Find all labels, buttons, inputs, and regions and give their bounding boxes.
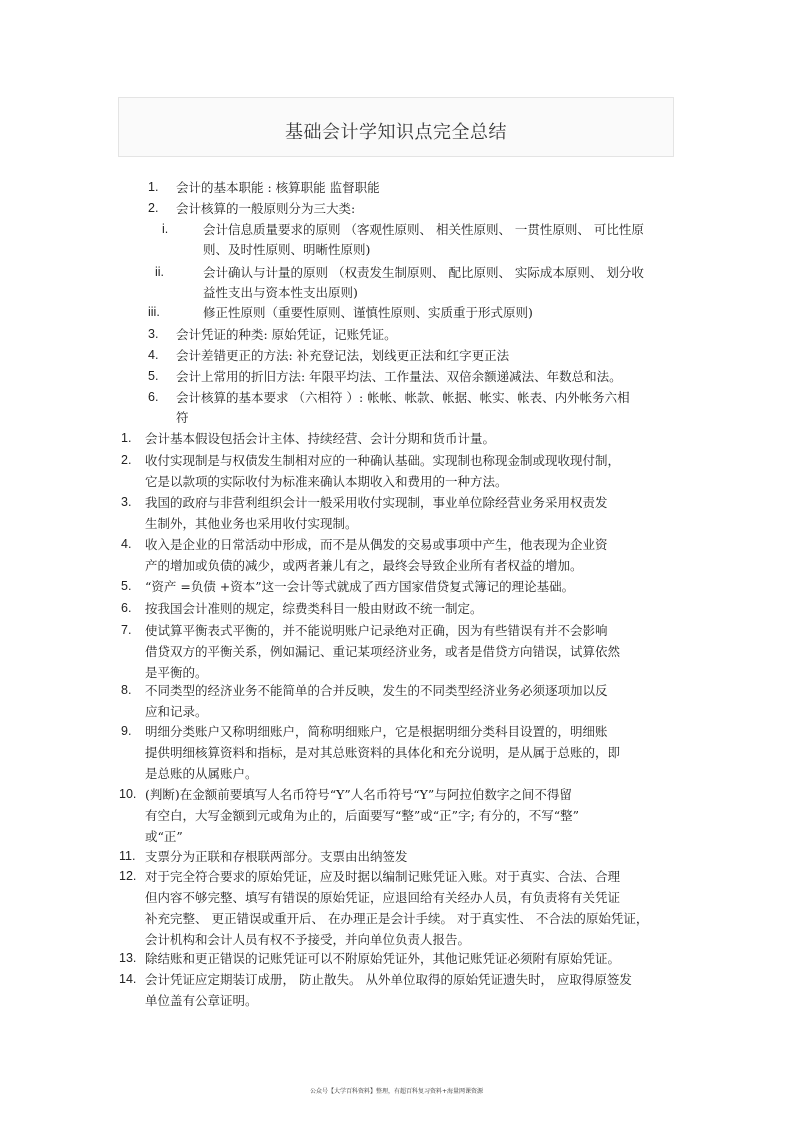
- list-item-text: 会计的基本职能 : 核算职能 监督职能: [176, 180, 380, 195]
- list-item-text: 产的增加或负债的减少，或两者兼儿有之，最终会导致企业所有者权益的增加。: [145, 558, 583, 573]
- list-item-number: 2.: [148, 201, 159, 215]
- list-item-text: 是平衡的。: [145, 665, 208, 680]
- list-item-number: 4.: [121, 537, 132, 551]
- list-item-number: 5.: [121, 579, 132, 593]
- list-item-text: 使试算平衡表式平衡的，并不能说明账户记录绝对正确，因为有些错误有并不会影响: [145, 623, 608, 638]
- list-item-text: (判断)在金额前要填写人名币符号“Y”人名币符号“Y”与阿拉伯数字之间不得留: [145, 787, 572, 802]
- list-item-text: 会计核算的基本要求 （六相符 ）: 帐帐、帐款、帐据、帐实、帐表、内外帐务六相: [176, 390, 630, 405]
- list-item-text: 修正性原则（重要性原则、谨慎性原则、实质重于形式原则): [203, 305, 533, 320]
- list-item-number: 13.: [119, 951, 137, 965]
- list-item-number: 14.: [119, 972, 137, 986]
- list-item-number: 2.: [121, 453, 132, 467]
- list-item-text: 会计差错更正的方法: 补充登记法，划线更正法和红字更正法: [176, 348, 510, 363]
- list-item-text: 应和记录。: [145, 704, 208, 719]
- list-item-number: 7.: [121, 623, 132, 637]
- list-item-text: 会计核算的一般原则分为三大类:: [176, 201, 356, 216]
- list-item-number: 1.: [121, 431, 132, 445]
- list-item-number: 9.: [121, 724, 132, 738]
- list-item-number: 6.: [121, 601, 132, 615]
- list-item-number: i.: [162, 222, 169, 236]
- title-box: [118, 97, 674, 157]
- list-item-text: 会计凭证的种类: 原始凭证，记账凭证。: [176, 327, 397, 342]
- list-item-text: 符: [176, 410, 189, 425]
- page-title: 基础会计学知识点完全总结: [285, 122, 507, 143]
- list-item-text: 不同类型的经济业务不能简单的合并反映，发生的不同类型经济业务必须逐项加以反: [145, 683, 608, 698]
- list-item-number: 8.: [121, 683, 132, 697]
- list-item-text: “资产 =负债 +资本”这一会计等式就成了西方国家借贷复式簿记的理论基础。: [145, 579, 575, 594]
- list-item-number: ii.: [155, 265, 165, 279]
- list-item-text: 单位盖有公章证明。: [145, 993, 258, 1008]
- list-item-text: 对于完全符合要求的原始凭证，应及时据以编制记账凭证入账。对于真实、合法、合理: [145, 869, 621, 884]
- list-item-text: 借贷双方的平衡关系，例如漏记、重记某项经济业务，或者是借贷方向错误，试算依然: [145, 644, 621, 659]
- list-item-text: 或“正”: [145, 829, 183, 844]
- list-item-text: 会计基本假设包括会计主体、持续经营、会计分期和货币计量。: [145, 431, 496, 446]
- list-item-number: 5.: [148, 369, 159, 383]
- list-item-text: 会计机构和会计人员有权不予接受，并向单位负责人报告。: [145, 932, 471, 947]
- list-item-text: 按我国会计准则的规定，综费类科目一般由财政不统一制定。: [145, 601, 483, 616]
- list-item-text: 收入是企业的日常活动中形成，而不是从偶发的交易或事项中产生，他表现为企业资: [145, 537, 608, 552]
- list-item-number: 3.: [148, 327, 159, 341]
- list-item-number: iii.: [148, 305, 160, 319]
- list-item-text: 但内容不够完整、填写有错误的原始凭证，应退回给有关经办人员，有负责将有关凭证: [145, 890, 621, 905]
- list-item-text: 益性支出与资本性支出原则): [203, 285, 358, 300]
- list-item-text: 提供明细核算资料和指标，是对其总账资料的具体化和充分说明，是从属于总账的，即: [145, 745, 621, 760]
- list-item-number: 6.: [148, 390, 159, 404]
- list-item-text: 支票分为正联和存根联两部分。支票由出纳签发: [145, 849, 408, 864]
- list-item-text: 会计信息质量要求的原则 （客观性原则、 相关性原则、 一贯性原则、 可比性原: [203, 222, 644, 237]
- list-item-text: 会计凭证应定期装订成册， 防止散失。 从外单位取得的原始凭证遗失时， 应取得原签发: [145, 972, 632, 987]
- list-item-text: 是总账的从属账户。: [145, 766, 258, 781]
- footer-note: 公众号【大学百科资料】整理，有超百科复习资料+海量网课资源: [309, 1088, 484, 1095]
- list-item-number: 1.: [148, 180, 159, 194]
- list-item-text: 有空白，大写金额到元或角为止的，后面要写“整”或“正”字; 有分的，不写“整”: [145, 808, 580, 823]
- list-item-text: 它是以款项的实际收付为标准来确认本期收入和费用的一种方法。: [145, 474, 508, 489]
- list-item-number: 4.: [148, 348, 159, 362]
- list-item-text: 收付实现制是与权债发生制相对应的一种确认基础。实现制也称现金制或现收现付制，: [145, 453, 621, 468]
- list-item-number: 11.: [119, 849, 136, 863]
- list-item-text: 除结账和更正错误的记账凭证可以不附原始凭证外，其他记账凭证必须附有原始凭证。: [145, 951, 621, 966]
- list-item-number: 10.: [119, 787, 137, 801]
- list-item-number: 3.: [121, 495, 132, 509]
- list-item-text: 会计上常用的折旧方法: 年限平均法、工作量法、双倍余额递减法、年数总和法。: [176, 369, 622, 384]
- list-item-text: 补充完整、 更正错误或重开后、 在办理正是会计手续。 对于真实性、 不合法的原始凭证，: [145, 911, 649, 926]
- list-item-text: 则、及时性原则、明晰性原则): [203, 242, 371, 257]
- list-item-text: 生制外，其他业务也采用收付实现制。: [145, 516, 358, 531]
- list-item-text: 我国的政府与非营利组织会计一般采用收付实现制，事业单位除经营业务采用权责发: [145, 495, 608, 510]
- list-item-text: 会计确认与计量的原则 （权责发生制原则、 配比原则、 实际成本原则、 划分收: [203, 265, 644, 280]
- list-item-text: 明细分类账户又称明细账户，简称明细账户，它是根据明细分类科目设置的，明细账: [145, 724, 608, 739]
- list-item-number: 12.: [119, 869, 137, 883]
